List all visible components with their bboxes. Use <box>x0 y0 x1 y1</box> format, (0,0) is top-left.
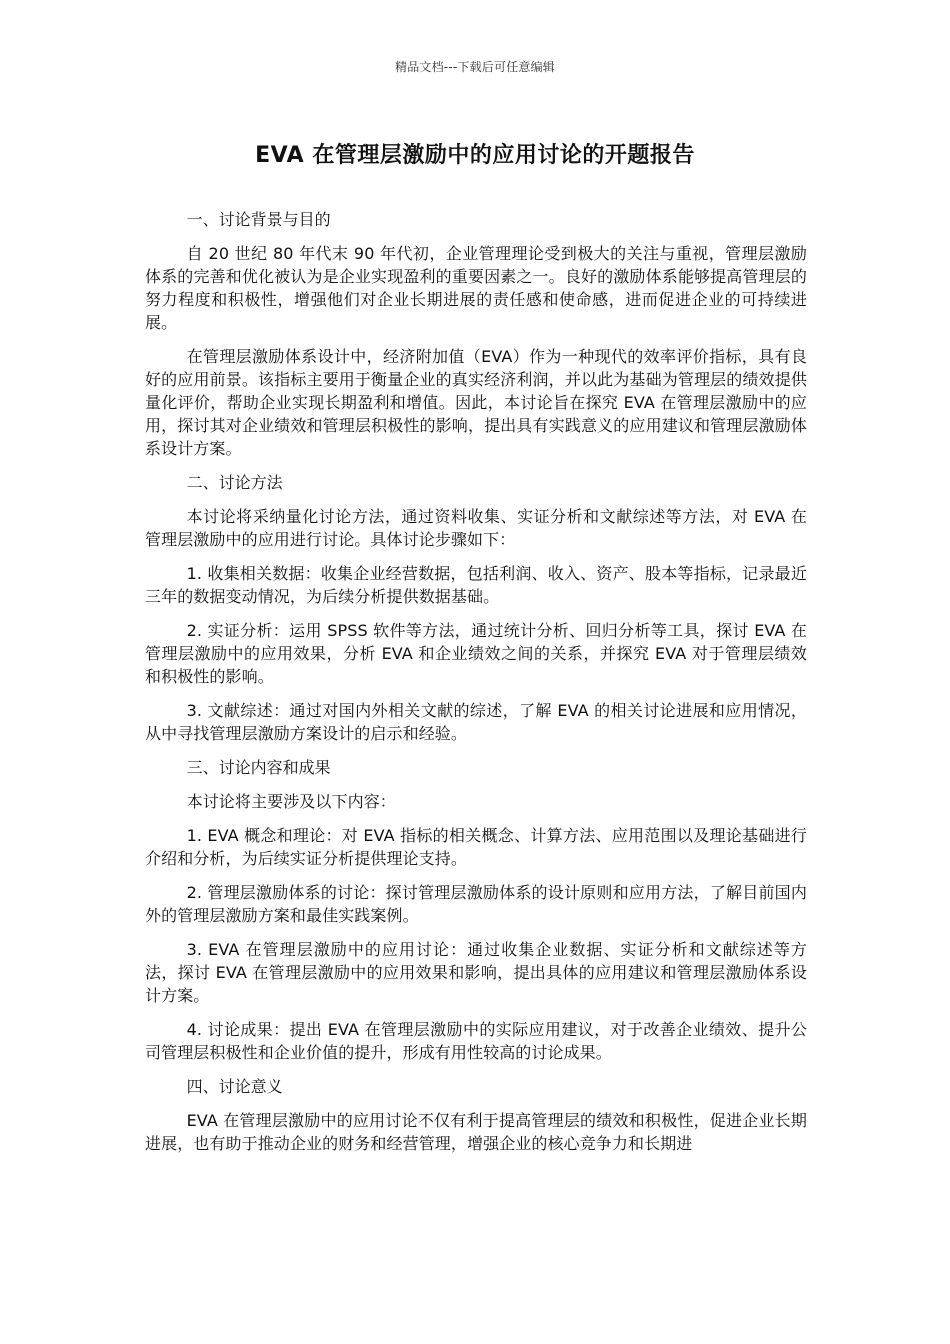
section-heading-content: 三、讨论内容和成果 <box>186 758 331 777</box>
header-note: 精品文档---下载后可任意编辑 <box>395 60 555 74</box>
list-item: 2. 实证分析：运用 SPSS 软件等方法，通过统计分析、回归分析等工具，探讨 EVA 在管理层激励中的应用效果，分析 EVA 和企业绩效之间的关系，并探究 EVA 对于管理层绩效和积极性的影响。 <box>145 621 807 686</box>
list-item: 3. 文献综述：通过对国内外相关文献的综述，了解 EVA 的相关讨论进展和应用情况，从中寻找管理层激励方案设计的启示和经验。 <box>145 701 807 743</box>
document-body <box>145 208 807 1166</box>
paragraph: 在管理层激励体系设计中，经济附加值（EVA）作为一种现代的效率评价指标，具有良好的应用前景。该指标主要用于衡量企业的真实经济利润，并以此为基础为管理层的绩效提供量化评价，帮助企业实现长期盈利和增值。因此，本讨论旨在探究 EVA 在管理层激励中的应用，探讨其对企业绩效和管理层积极性的影响，提出具有实践意义的应用建议和管理层激励体系设计方案。 <box>145 347 807 458</box>
document-title: EVA 在管理层激励中的应用讨论的开题报告 <box>255 143 695 168</box>
list-item: 1. 收集相关数据：收集企业经营数据，包括利润、收入、资产、股本等指标，记录最近三年的数据变动情况，为后续分析提供数据基础。 <box>145 564 807 606</box>
list-item: 2. 管理层激励体系的讨论：探讨管理层激励体系的设计原则和应用方法，了解目前国内外的管理层激励方案和最佳实践案例。 <box>145 883 807 925</box>
paragraph: 本讨论将主要涉及以下内容： <box>186 792 396 811</box>
list-item: 4. 讨论成果：提出 EVA 在管理层激励中的实际应用建议，对于改善企业绩效、提升公司管理层积极性和企业价值的提升，形成有用性较高的讨论成果。 <box>145 1020 807 1062</box>
section-heading-background: 一、讨论背景与目的 <box>186 210 331 229</box>
list-item: 3. EVA 在管理层激励中的应用讨论：通过收集企业数据、实证分析和文献综述等方法，探讨 EVA 在管理层激励中的应用效果和影响，提出具体的应用建议和管理层激励体系设计方案。 <box>145 940 807 1005</box>
section-heading-significance: 四、讨论意义 <box>186 1077 283 1096</box>
paragraph: 自 20 世纪 80 年代末 90 年代初，企业管理理论受到极大的关注与重视，管理层激励体系的完善和优化被认为是企业实现盈利的重要因素之一。良好的激励体系能够提高管理层的努力程度和积极性，增强他们对企业长期进展的责任感和使命感，进而促进企业的可持续进展。 <box>145 244 807 332</box>
paragraph: 本讨论将采纳量化讨论方法，通过资料收集、实证分析和文献综述等方法，对 EVA 在管理层激励中的应用进行讨论。具体讨论步骤如下： <box>145 507 807 549</box>
paragraph: EVA 在管理层激励中的应用讨论不仅有利于提高管理层的绩效和积极性，促进企业长期进展，也有助于推动企业的财务和经营管理，增强企业的核心竞争力和长期进 <box>145 1111 807 1153</box>
list-item: 1. EVA 概念和理论：对 EVA 指标的相关概念、计算方法、应用范围以及理论基础进行介绍和分析，为后续实证分析提供理论支持。 <box>145 826 807 868</box>
section-heading-method: 二、讨论方法 <box>186 473 283 492</box>
